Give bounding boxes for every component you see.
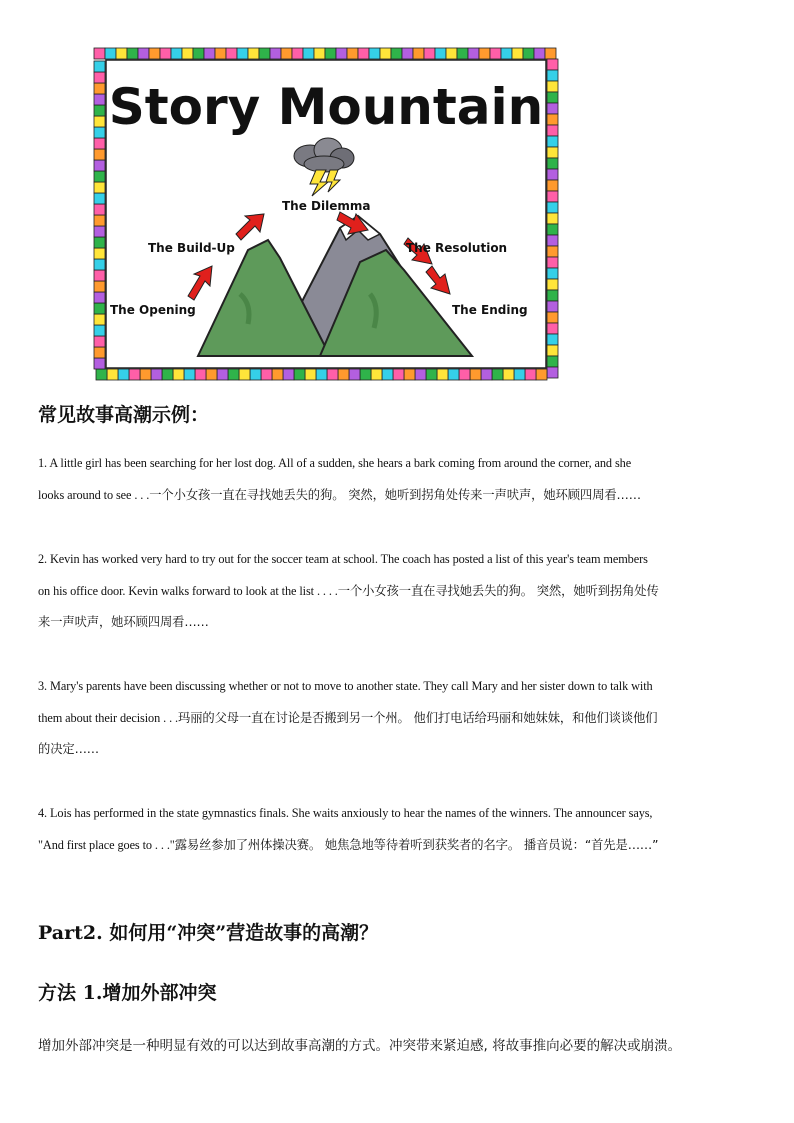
border-square	[459, 369, 470, 380]
border-square	[547, 301, 558, 312]
border-square	[184, 369, 195, 380]
example-2-line-2-en: on his office door. Kevin walks forward to look at the list . . . .	[38, 583, 338, 598]
border-square	[292, 48, 303, 59]
border-square	[94, 149, 105, 160]
border-square	[547, 70, 558, 81]
border-square	[94, 61, 105, 72]
border-square	[206, 369, 217, 380]
example-3-line-2-en: them about their decision . . .	[38, 710, 178, 725]
border-square	[448, 369, 459, 380]
example-2-line-3: 来一声吠声，她环顾四周看……	[38, 615, 209, 629]
border-square	[547, 180, 558, 191]
border-square	[327, 369, 338, 380]
border-square	[382, 369, 393, 380]
border-square	[314, 48, 325, 59]
border-square	[94, 193, 105, 204]
border-square	[501, 48, 512, 59]
border-square	[118, 369, 129, 380]
border-square	[547, 356, 558, 367]
border-square	[347, 48, 358, 59]
example-4-line-2-zh: 露易丝参加了州体操决赛。 她焦急地等待着听到获奖者的名字。 播音员说：“首先是……”	[174, 837, 659, 852]
border-square	[547, 257, 558, 268]
example-paragraph-4	[38, 798, 758, 861]
label-the-ending: The Ending	[452, 303, 528, 317]
border-square	[162, 369, 173, 380]
border-square	[248, 48, 259, 59]
border-square	[547, 147, 558, 158]
example-2-line-1: 2. Kevin has worked very hard to try out for the soccer team at school. The coach has posted a list of this year's team members	[38, 552, 648, 566]
border-square	[138, 48, 149, 59]
border-square	[325, 48, 336, 59]
border-square	[360, 369, 371, 380]
border-square	[547, 103, 558, 114]
section-heading-climax-examples: 常见故事高潮示例：	[38, 404, 210, 426]
example-1-line-2-zh: 一个小女孩一直在寻找她丢失的狗。 突然，她听到拐角处传来一声吠声，她环顾四周看……	[149, 487, 641, 502]
border-square	[94, 281, 105, 292]
border-square	[250, 369, 261, 380]
story-mountain-poster	[90, 44, 562, 384]
border-square	[525, 369, 536, 380]
border-square	[94, 303, 105, 314]
border-square	[94, 314, 105, 325]
border-square	[415, 369, 426, 380]
border-square	[94, 127, 105, 138]
label-the-build-up: The Build-Up	[148, 241, 235, 255]
border-square	[547, 323, 558, 334]
border-square	[547, 268, 558, 279]
border-square	[547, 367, 558, 378]
border-square	[96, 369, 107, 380]
border-square	[492, 369, 503, 380]
border-square	[316, 369, 327, 380]
border-square	[547, 125, 558, 136]
border-square	[270, 48, 281, 59]
border-square	[336, 48, 347, 59]
border-square	[94, 94, 105, 105]
border-square	[94, 182, 105, 193]
border-square	[437, 369, 448, 380]
border-square	[393, 369, 404, 380]
border-square	[303, 48, 314, 59]
example-paragraph-3	[38, 671, 758, 766]
border-square	[305, 369, 316, 380]
border-square	[127, 48, 138, 59]
border-square	[536, 369, 547, 380]
border-square	[479, 48, 490, 59]
border-square	[457, 48, 468, 59]
border-square	[547, 202, 558, 213]
border-square	[94, 48, 105, 59]
border-square	[226, 48, 237, 59]
border-square	[94, 83, 105, 94]
border-square	[281, 48, 292, 59]
border-square	[446, 48, 457, 59]
border-square	[468, 48, 479, 59]
border-square	[94, 248, 105, 259]
border-square	[94, 204, 105, 215]
border-square	[547, 169, 558, 180]
border-square	[215, 48, 226, 59]
border-square	[534, 48, 545, 59]
border-square	[404, 369, 415, 380]
border-square	[380, 48, 391, 59]
border-square	[547, 345, 558, 356]
border-square	[129, 369, 140, 380]
border-square	[94, 160, 105, 171]
border-square	[217, 369, 228, 380]
border-square	[470, 369, 481, 380]
border-square	[503, 369, 514, 380]
border-square	[547, 279, 558, 290]
border-square	[426, 369, 437, 380]
border-square	[94, 215, 105, 226]
border-square	[272, 369, 283, 380]
border-square	[94, 347, 105, 358]
border-square	[149, 48, 160, 59]
label-the-dilemma: The Dilemma	[282, 199, 371, 213]
border-square	[547, 59, 558, 70]
border-square	[237, 48, 248, 59]
example-paragraph-1	[38, 448, 758, 511]
example-1-line-2-en: looks around to see . . .	[38, 487, 150, 502]
border-square	[105, 48, 116, 59]
border-square	[94, 138, 105, 149]
border-square	[228, 369, 239, 380]
border-square	[402, 48, 413, 59]
example-2-line-2-zh: 一个小女孩一直在寻找她丢失的狗。 突然，她听到拐角处传	[337, 583, 659, 598]
example-paragraph-2	[38, 544, 758, 639]
border-square	[547, 158, 558, 169]
border-square	[391, 48, 402, 59]
border-square	[490, 48, 501, 59]
border-square	[358, 48, 369, 59]
method1-heading: 方法 1.增加外部冲突	[38, 982, 217, 1004]
border-square	[173, 369, 184, 380]
example-3-line-2-zh: 玛丽的父母一直在讨论是否搬到另一个州。 他们打电话给玛丽和她妹妹，和他们谈谈他们	[178, 710, 658, 725]
border-square	[259, 48, 270, 59]
border-square	[547, 246, 558, 257]
label-the-resolution: The Resolution	[406, 241, 508, 255]
border-square	[547, 213, 558, 224]
example-1-line-1: 1. A little girl has been searching for her lost dog. All of a sudden, she hears a bark coming from around the corner, and she	[38, 456, 632, 470]
border-square	[261, 369, 272, 380]
border-square	[512, 48, 523, 59]
border-square	[195, 369, 206, 380]
border-square	[116, 48, 127, 59]
border-square	[338, 369, 349, 380]
border-square	[151, 369, 162, 380]
border-square	[547, 114, 558, 125]
border-square	[545, 48, 556, 59]
poster-title: Story Mountain	[108, 78, 544, 136]
border-square	[94, 105, 105, 116]
example-4-line-2-en: "And first place goes to . . ."	[38, 837, 175, 852]
border-square	[413, 48, 424, 59]
border-square	[94, 237, 105, 248]
border-square	[547, 224, 558, 235]
example-3-line-3: 的决定……	[38, 742, 99, 756]
method1-body: 增加外部冲突是一种明显有效的可以达到故事高潮的方式。冲突带来紧迫感, 将故事推向必要的解决或崩溃。	[38, 1038, 682, 1054]
border-square	[481, 369, 492, 380]
border-square	[204, 48, 215, 59]
border-square	[94, 226, 105, 237]
border-square	[514, 369, 525, 380]
border-square	[523, 48, 534, 59]
border-square	[424, 48, 435, 59]
border-square	[94, 72, 105, 83]
border-square	[94, 171, 105, 182]
border-square	[239, 369, 250, 380]
example-4-line-1: 4. Lois has performed in the state gymnastics finals. She waits anxiously to hear the names of the winners. The announcer says,	[38, 806, 653, 820]
border-square	[140, 369, 151, 380]
border-square	[547, 81, 558, 92]
example-3-line-1: 3. Mary's parents have been discussing whether or not to move to another state. They call Mary and her sister down to talk with	[38, 679, 653, 693]
border-square	[182, 48, 193, 59]
border-square	[171, 48, 182, 59]
border-square	[371, 369, 382, 380]
label-the-opening: The Opening	[110, 303, 196, 317]
part2-heading: Part2. 如何用“冲突”营造故事的高潮？	[38, 922, 379, 944]
border-square	[94, 336, 105, 347]
border-square	[547, 290, 558, 301]
border-square	[294, 369, 305, 380]
border-square	[107, 369, 118, 380]
border-square	[94, 325, 105, 336]
border-square	[94, 358, 105, 369]
border-square	[435, 48, 446, 59]
border-square	[94, 259, 105, 270]
border-square	[547, 92, 558, 103]
border-square	[94, 292, 105, 303]
border-square	[547, 312, 558, 323]
border-square	[94, 270, 105, 281]
border-square	[547, 136, 558, 147]
border-square	[369, 48, 380, 59]
border-square	[193, 48, 204, 59]
border-square	[160, 48, 171, 59]
border-square	[94, 116, 105, 127]
border-square	[547, 191, 558, 202]
border-square	[547, 334, 558, 345]
border-square	[349, 369, 360, 380]
border-square	[283, 369, 294, 380]
border-square	[547, 235, 558, 246]
